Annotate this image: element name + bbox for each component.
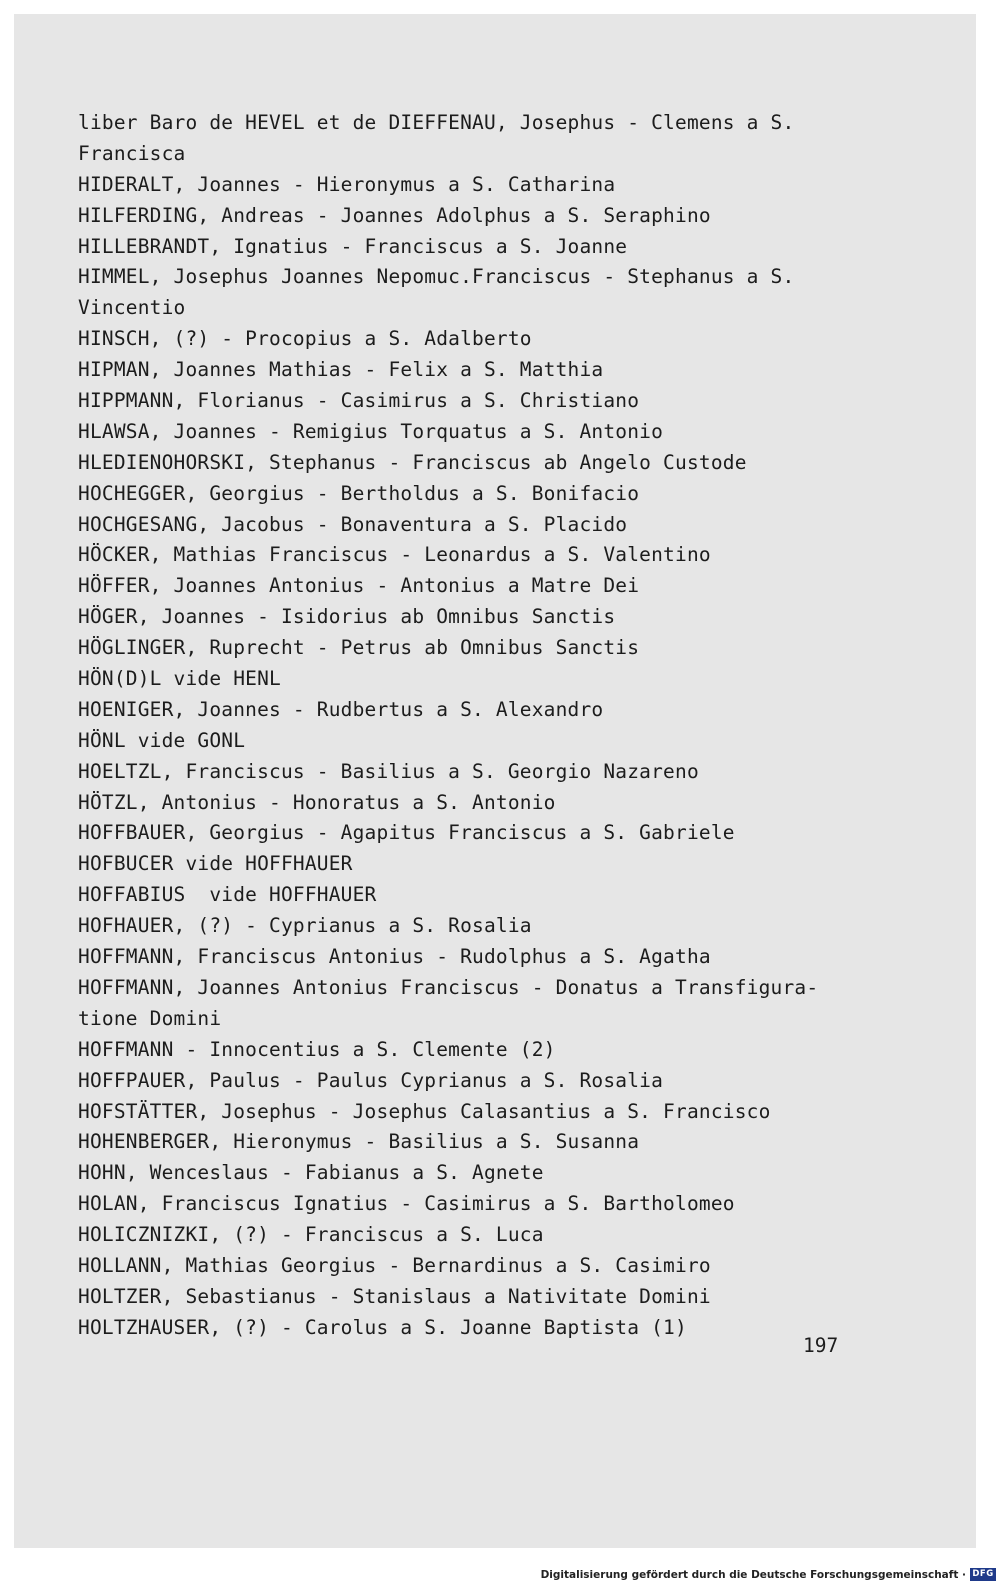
entry-line: HOFFMANN, Franciscus Antonius - Rudolphus a S. Agatha (78, 945, 711, 969)
entry-line: HOELTZL, Franciscus - Basilius a S. Georgio Nazareno (78, 759, 699, 783)
entry-line: liber Baro de HEVEL et de DIEFFENAU, Josephus - Clemens a S. (78, 111, 795, 134)
entry-line: HÖTZL, Antonius - Honoratus a S. Antonio (78, 790, 556, 814)
entry-line: HLAWSA, Joannes - Remigius Torquatus a S. Antonio (78, 419, 664, 443)
entry-line: HÖGLINGER, Ruprecht - Petrus ab Omnibus Sanctis (78, 636, 640, 660)
entry-line: HOLICZNIZKI, (?) - Franciscus a S. Luca (78, 1223, 544, 1247)
entry-line: HOLTZER, Sebastianus - Stanislaus a Nativitate Domini (78, 1284, 711, 1308)
entry-line: Vincentio (78, 296, 186, 320)
entry-line: HOCHGESANG, Jacobus - Bonaventura a S. Placido (78, 512, 628, 536)
entry-line: HIPMAN, Joannes Mathias - Felix a S. Matthia (78, 358, 604, 382)
entry-line: HÖFFER, Joannes Antonius - Antonius a Matre Dei (78, 574, 640, 598)
entry-line: HINSCH, (?) - Procopius a S. Adalberto (78, 327, 532, 351)
entry-line: HILLEBRANDT, Ignatius - Franciscus a S. Joanne (78, 234, 628, 258)
entry-line: HOFHAUER, (?) - Cyprianus a S. Rosalia (78, 914, 532, 938)
entry-line: HOHENBERGER, Hieronymus - Basilius a S. Susanna (78, 1130, 640, 1154)
entry-line: HOFFMANN - Innocentius a S. Clemente (2) (78, 1037, 556, 1061)
entry-line: HIPPMANN, Florianus - Casimirus a S. Christiano (78, 389, 640, 413)
entry-line: HOLAN, Franciscus Ignatius - Casimirus a S. Bartholomeo (78, 1192, 735, 1216)
entry-line: HOENIGER, Joannes - Rudbertus a S. Alexandro (78, 697, 604, 721)
entry-line: HOLTZHAUSER, (?) - Carolus a S. Joanne Baptista (1) (78, 1315, 687, 1339)
entry-line: HOFFABIUS vide HOFFHAUER (78, 883, 377, 907)
funding-credit: Digitalisierung gefördert durch die Deutsche Forschungsgemeinschaft · (540, 1568, 966, 1581)
entry-line: HOFSTÄTTER, Josephus - Josephus Calasantius a S. Francisco (78, 1099, 771, 1123)
entry-line: HLEDIENOHORSKI, Stephanus - Franciscus ab Angelo Custode (78, 450, 747, 474)
entry-line: HOLLANN, Mathias Georgius - Bernardinus a S. Casimiro (78, 1253, 711, 1277)
entry-line: HIDERALT, Joannes - Hieronymus a S. Catharina (78, 172, 616, 196)
entry-line: HÖN(D)L vide HENL (78, 667, 281, 691)
entry-line: HOCHEGGER, Georgius - Bertholdus a S. Bonifacio (78, 481, 640, 505)
entry-line: HOFFBAUER, Georgius - Agapitus Franciscus a S. Gabriele (78, 821, 735, 845)
entry-line: HOFFMANN, Joannes Antonius Franciscus - Donatus a Transfigura- (78, 975, 819, 999)
entry-line: HIMMEL, Josephus Joannes Nepomuc.Franciscus - Stephanus a S. (78, 265, 795, 289)
digitization-footer (541, 1568, 996, 1581)
register-entries (78, 108, 938, 1344)
entry-line: HOFBUCER vide HOFFHAUER (78, 852, 353, 876)
dfg-logo: DFG (970, 1568, 996, 1581)
page-number: 197 (803, 1334, 839, 1357)
entry-line: HOFFPAUER, Paulus - Paulus Cyprianus a S. Rosalia (78, 1068, 664, 1092)
entry-line: HÖCKER, Mathias Franciscus - Leonardus a S. Valentino (78, 543, 711, 567)
entry-line: Francisca (78, 141, 186, 165)
entry-line: HOHN, Wenceslaus - Fabianus a S. Agnete (78, 1161, 544, 1185)
entry-line: tione Domini (78, 1006, 222, 1030)
entry-line: HÖGER, Joannes - Isidorius ab Omnibus Sanctis (78, 605, 616, 629)
entry-line: HÖNL vide GONL (78, 728, 246, 752)
entry-line: HILFERDING, Andreas - Joannes Adolphus a S. Seraphino (78, 203, 711, 227)
